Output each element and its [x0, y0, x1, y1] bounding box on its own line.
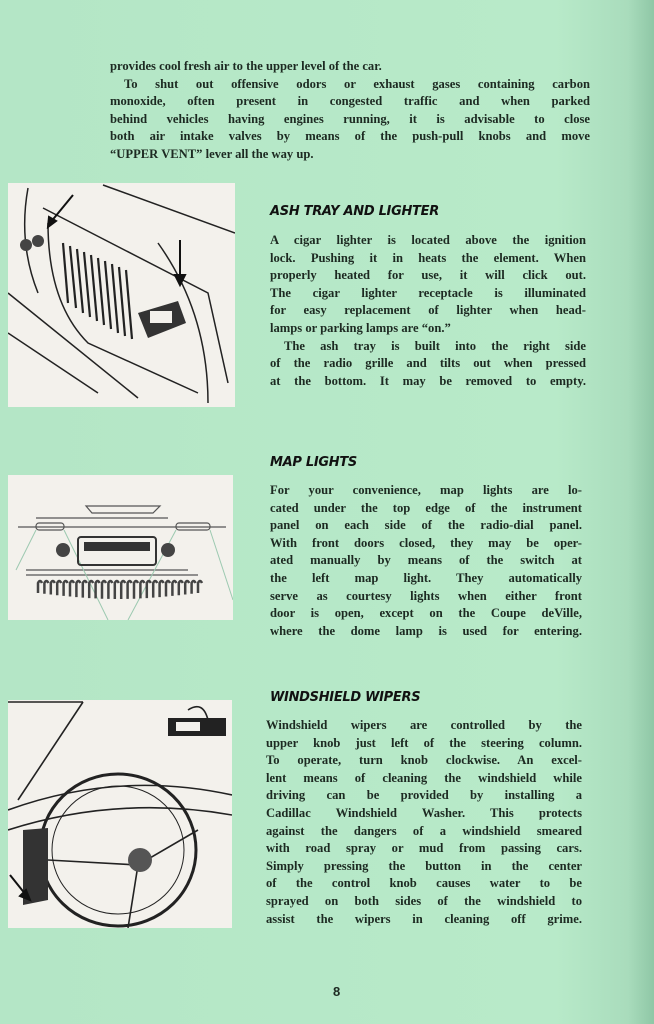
- text-line: upper knob just left of the steering column.: [266, 735, 582, 750]
- grille-bar: [153, 581, 157, 598]
- section-heading: ASH TRAY AND LIGHTER: [270, 204, 439, 219]
- grille-bar: [51, 581, 55, 594]
- text-line: assist the wipers in cleaning off grime.: [266, 911, 582, 926]
- text-line: behind vehicles having engines running, it is advisable to close: [110, 111, 590, 126]
- text-line: sprayed on both sides of the windshield to: [266, 893, 582, 908]
- text-line: Simply pressing the button in the center: [266, 858, 582, 873]
- page-number: 8: [333, 984, 341, 999]
- text-line: monoxide, often present in congested traffic and when parked: [110, 94, 590, 109]
- text-line: lamps or parking lamps are “on.”: [270, 320, 451, 335]
- text-line: serve as courtesy lights when either front: [270, 588, 582, 603]
- text-line: both air intake valves by means of the push-pull knobs and move: [110, 129, 590, 144]
- grille-bar: [70, 581, 74, 597]
- text-line: With front doors closed, they may be oper-: [270, 535, 582, 550]
- grille-bar: [166, 581, 170, 597]
- grille-bar: [57, 581, 61, 595]
- text-line: Windshield wipers are controlled by the: [266, 718, 582, 732]
- grille-bar: [134, 581, 138, 599]
- grille-bar: [192, 581, 196, 594]
- text-line: A cigar lighter is located above the ignition: [270, 233, 586, 247]
- text-line: where the dome lamp is used for entering.: [270, 623, 582, 638]
- section-body: [270, 482, 582, 640]
- section-body: [270, 232, 586, 390]
- map-lights-illustration: [8, 475, 233, 620]
- grille-bar: [76, 581, 80, 597]
- grille-bar: [102, 581, 106, 599]
- text-line: of the control knob causes water to be: [266, 876, 582, 891]
- grille-bar: [83, 581, 87, 598]
- grille-bar: [96, 581, 100, 598]
- grille-bar: [185, 581, 189, 594]
- grille-bar: [64, 581, 68, 596]
- ash-tray-illustration: [8, 183, 235, 407]
- text-line: door is open, except on the Coupe deVille,: [270, 606, 582, 621]
- text-line: “UPPER VENT” lever all the way up.: [110, 146, 314, 161]
- grille-bar: [172, 581, 176, 596]
- grille-bar: [128, 581, 132, 599]
- grille-bar: [147, 581, 151, 598]
- text-line: provides cool fresh air to the upper level of the car.: [110, 59, 382, 73]
- text-line: against the dangers of a windshield smeared: [266, 823, 582, 838]
- grille-bar: [38, 581, 42, 593]
- text-line: properly heated for use, it will click out.: [270, 268, 586, 283]
- windshield-wipers-illustration: [8, 700, 232, 928]
- text-line: lent means of cleaning the windshield while: [266, 770, 582, 785]
- intro-paragraph: [110, 58, 590, 164]
- grille-bar: [198, 581, 202, 593]
- text-line: To shut out offensive odors or exhaust gases containing carbon: [124, 76, 590, 91]
- grille-bar: [160, 581, 164, 597]
- grille-bar: [44, 581, 48, 594]
- text-line: of the radio grille and tilts out when pressed: [270, 356, 586, 371]
- text-line: The ash tray is built into the right side: [284, 338, 586, 353]
- text-line: The cigar lighter receptacle is illuminated: [270, 285, 586, 300]
- text-line: at the bottom. It may be removed to empty.: [270, 373, 586, 388]
- grille-bar: [115, 581, 119, 599]
- grille-bar: [179, 581, 183, 595]
- text-line: cated under the top edge of the instrument: [270, 500, 582, 515]
- text-line: lock. Pushing it in heats the element. When: [270, 250, 586, 265]
- text-line: ated manually by means of the switch at: [270, 553, 582, 568]
- text-line: To operate, turn knob clockwise. An excel-: [266, 753, 582, 768]
- section-heading: WINDSHIELD WIPERS: [270, 690, 421, 705]
- grille-bar: [108, 581, 112, 599]
- text-line: panel on each side of the radio-dial panel.: [270, 518, 582, 533]
- text-line: Cadillac Windshield Washer. This protects: [266, 805, 582, 820]
- grille-bar: [121, 581, 125, 599]
- section-body: [266, 717, 582, 928]
- section-heading: MAP LIGHTS: [270, 455, 357, 470]
- text-line: for easy replacement of lighter when head-: [270, 303, 586, 318]
- text-line: For your convenience, map lights are lo-: [270, 483, 582, 497]
- text-line: with road spray or mud from passing cars.: [266, 841, 582, 856]
- text-line: driving can be provided by installing a: [266, 788, 582, 803]
- text-line: the left map light. They automatically: [270, 570, 582, 585]
